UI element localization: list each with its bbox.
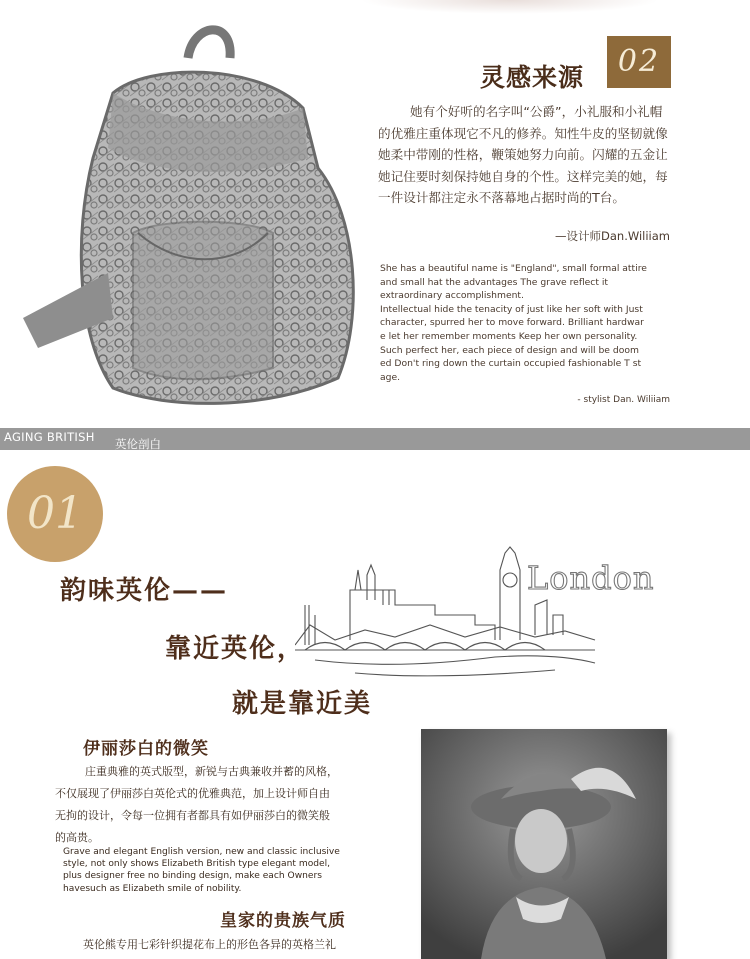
en-line: She has a beautiful name is "England", small formal attire [380,263,647,274]
section-number-circle [7,466,103,562]
en-line: ed Don't ring down the curtain occupied fashionable T st [380,358,642,370]
slogan-line-1: 韵味英伦—— [60,576,229,606]
slogan-line-2: 靠近英伦， [165,634,306,664]
cn-line: 无拘的设计，令每一位拥有者都具有如伊丽莎白的微笑般 [55,809,330,822]
london-skyline-sketch [295,545,695,685]
slogan-line-3: 就是靠近美 [232,689,373,719]
band-english-label: AGING BRITISH [4,430,95,444]
inspiration-title: 灵感来源 [480,63,585,92]
elizabeth-cn-paragraph [55,761,370,849]
en-line: Intellectual hide the tenacity of just like her soft with Just [380,303,643,315]
backpack-sketch-image [18,18,363,410]
cn-line: 庄重典雅的英式版型，新锐与古典兼收并蓄的风格， [85,765,338,778]
elizabeth-en-paragraph [63,846,373,895]
elizabeth-portrait-image [421,729,667,959]
en-line: character, spurred her to move forward. Brilliant hardwar [380,317,644,329]
en-stylist-signature: - stylist Dan. Wiliiam [577,395,670,405]
en-line: style, not only shows Elizabeth British type elegant model, [63,859,331,870]
top-glow-decoration [360,0,660,14]
inspiration-en-paragraph [380,262,672,384]
band-chinese-label: 英伦剖白 [115,437,161,451]
cn-designer-signature: —设计师Dan.Wiliiam [555,229,670,243]
section-divider-band [0,428,750,450]
section-number-badge: 02 [607,36,671,88]
section-number: 01 [27,488,83,539]
en-line: Such perfect her, each piece of design and will be doom [380,344,639,356]
cn-line: 不仅展现了伊丽莎白英伦式的优雅典范，加上设计师自由 [55,787,330,800]
portrait-illustration [421,729,667,959]
en-line: e let her remember moments Keep her own personality. [380,330,638,342]
cn-line: 的高贵。 [55,831,99,844]
royal-cn-paragraph: 英伦熊专用七彩针织提花布上的形色各异的英格兰礼 [83,938,336,951]
elizabeth-smile-heading: 伊丽莎白的微笑 [83,739,209,759]
en-line: extraordinary accomplishment. [380,290,524,302]
london-label: London [527,559,655,597]
royal-nobility-heading: 皇家的贵族气质 [220,911,346,931]
en-line: Grave and elegant English version, new and classic inclusive [63,847,340,857]
en-line: plus designer free no binding design, make each Owners [63,871,322,882]
en-line: and small hat the advantages The grave reflect it [380,276,609,288]
en-line: age. [380,371,401,383]
inspiration-cn-paragraph: 她有个好听的名字叫“公爵”，小礼服和小礼帽的优雅庄重体现它不凡的修养。知性牛皮的坚韧就像她柔中带刚的性格，鞭策她努力向前。闪耀的五金让她记住要时刻保持她自身的个性。这样完美的她，每一件设计都注定永不落幕地占据时尚的T台。 [378,104,668,205]
en-line: havesuch as Elizabeth smile of nobility. [63,883,242,894]
